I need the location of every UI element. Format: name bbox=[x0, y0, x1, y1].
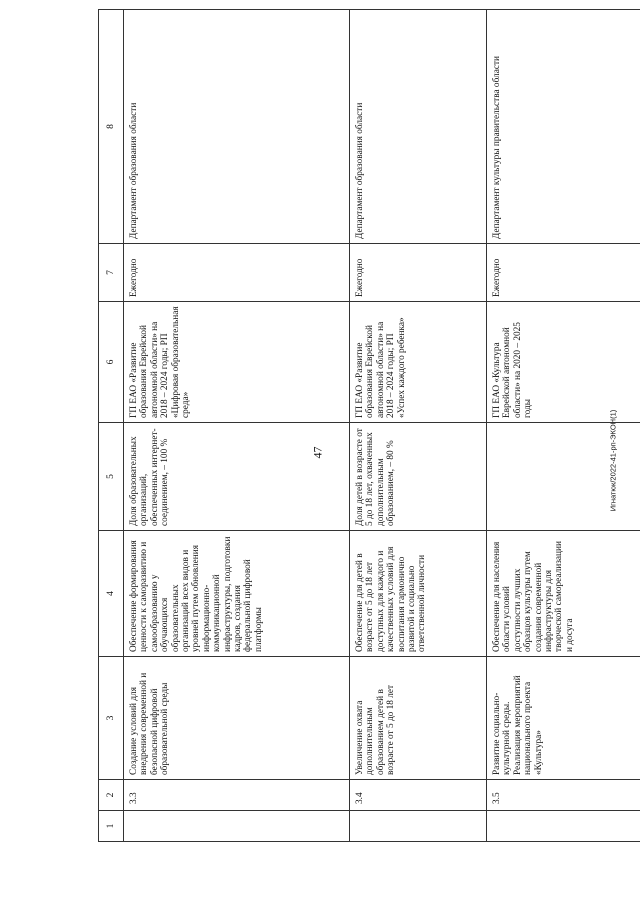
plan-table bbox=[98, 9, 640, 842]
cell-description: Обеспечение для населения области условий доступности лучших образцов культуры путем создания современной инфраструктуры для творческой самореализации и досуга bbox=[487, 531, 640, 657]
cell-executor: Департамент культуры правительства области bbox=[487, 10, 640, 244]
header-cell: 4 bbox=[99, 531, 124, 657]
cell-col1 bbox=[124, 811, 350, 842]
table-row bbox=[487, 10, 640, 842]
cell-program: ГП ЕАО «Развитие образования Еврейской автономной области» на 2018 – 2024 годы; РП «Цифровая образовательная среда» bbox=[124, 302, 350, 423]
cell-task: Развитие социально-культурной среды. Реализация мероприятий национального проекта «Культура» bbox=[487, 657, 640, 780]
cell-period: Ежегодно bbox=[350, 244, 487, 302]
header-cell: 8 bbox=[99, 10, 124, 244]
header-cell: 5 bbox=[99, 423, 124, 531]
cell-period: Ежегодно bbox=[487, 244, 640, 302]
cell-period: Ежегодно bbox=[124, 244, 350, 302]
cell-col1 bbox=[487, 811, 640, 842]
cell-task: Увеличение охвата дополнительным образованием детей в возрасте от 5 до 18 лет bbox=[350, 657, 487, 780]
cell-description: Обеспечение формирования ценности к саморазвитию и самообразованию у обучающихся образовательных организаций всех видов и уровней путем обновления информационно-коммуникационной инфраструктуры, подготовки кадров, создания федеральной цифровой платформы bbox=[124, 531, 350, 657]
header-row bbox=[99, 10, 124, 842]
cell-task: Создание условий для внедрения современной и безопасной цифровой образовательной среды bbox=[124, 657, 350, 780]
cell-col1 bbox=[350, 811, 487, 842]
header-cell: 3 bbox=[99, 657, 124, 780]
footer-code: Игнатюк/2022-41-рп-ЭКОН(1) bbox=[608, 409, 618, 512]
cell-description: Обеспечение для детей в возрасте от 5 до 18 лет доступных для каждого и качественных условий для воспитания гармонично развитой и социально ответственной личности bbox=[350, 531, 487, 657]
cell-number: 3.3 bbox=[124, 780, 350, 811]
cell-indicator: Доля детей в возрасте от 5 до 18 лет, охваченных дополнительным образованием, – 80 % bbox=[350, 423, 487, 531]
rotated-table-wrapper bbox=[98, 10, 638, 842]
cell-indicator bbox=[487, 423, 640, 531]
page-number: 47 bbox=[310, 446, 325, 459]
cell-program: ГП ЕАО «Развитие образования Еврейской автономной области» на 2018 – 2024 годы; РП «Успех каждого ребенка» bbox=[350, 302, 487, 423]
header-cell: 7 bbox=[99, 244, 124, 302]
cell-executor: Департамент образования области bbox=[124, 10, 350, 244]
header-cell: 1 bbox=[99, 811, 124, 842]
cell-indicator: Доля образовательных организаций, обеспеченных интернет-соединением, – 100 % bbox=[124, 423, 350, 531]
cell-program: ГП ЕАО «Культура Еврейской автономной области» на 2020 – 2025 годы bbox=[487, 302, 640, 423]
table-row bbox=[124, 10, 350, 842]
cell-number: 3.5 bbox=[487, 780, 640, 811]
header-cell: 6 bbox=[99, 302, 124, 423]
header-cell: 2 bbox=[99, 780, 124, 811]
cell-executor: Департамент образования области bbox=[350, 10, 487, 244]
table-row bbox=[350, 10, 487, 842]
cell-number: 3.4 bbox=[350, 780, 487, 811]
